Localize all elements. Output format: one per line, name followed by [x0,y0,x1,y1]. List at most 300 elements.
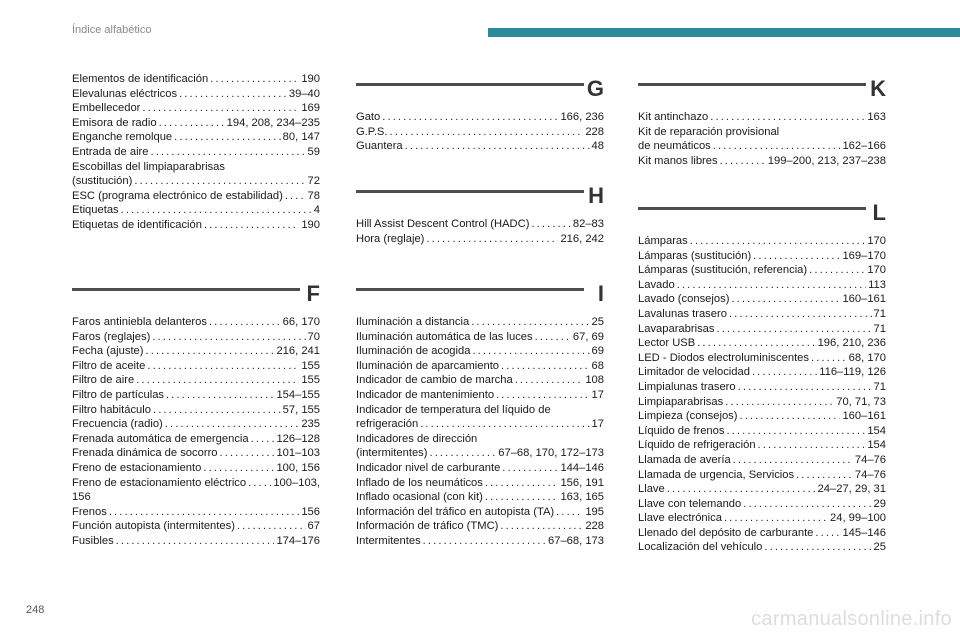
index-term: Llamada de avería [638,453,731,466]
dot-leader [752,365,817,380]
index-term: Indicador de mantenimiento [356,388,495,401]
index-entry [72,534,320,549]
dot-leader [210,72,299,87]
index-entry [638,482,886,497]
dot-leader [134,174,305,189]
index-pages: 24, 99–100 [830,512,886,525]
index-pages: 4 [313,204,320,217]
index-pages: 145–146 [842,526,886,539]
index-term: Iluminación de acogida [356,345,471,358]
index-pages: 108 [585,374,604,387]
index-term: Elementos de identificación [72,73,209,85]
index-entry [72,388,320,403]
index-pages: 80, 147 [282,131,320,144]
index-term: de neumáticos [638,140,711,153]
index-term: (intermitentes) [356,447,428,460]
section-letter: I [597,281,604,306]
index-entry [638,110,886,125]
index-entry [638,234,886,249]
index-pages: 154–155 [276,388,320,401]
dot-leader [426,232,558,247]
index-entry [638,424,886,439]
dot-leader [740,409,841,424]
dot-leader [738,380,872,395]
index-term: Función autopista (intermitentes) [72,520,235,533]
index-term: Indicador nivel de carburante [356,461,501,474]
dot-leader [420,417,589,432]
index-pages: 195 [585,505,604,518]
index-entry [72,189,320,204]
index-entry [72,130,320,145]
index-pages: 190 [301,218,320,231]
index-pages: 68, 170 [848,351,886,364]
index-entry [72,446,320,461]
index-term: Localización del vehículo [638,541,763,554]
dot-leader [209,315,281,330]
index-pages: 190 [301,73,320,85]
index-entry [356,417,604,432]
index-pages: 67, 69 [572,330,604,343]
index-pages: 59 [307,145,320,158]
index-entry [356,505,604,520]
index-pages: 82–83 [572,218,604,230]
index-term: Guantera [356,140,403,153]
dot-leader [729,307,872,322]
index-section-h [356,183,604,246]
dot-leader [121,203,312,218]
index-entry [638,263,886,278]
index-entry-line: Escobillas del limpiaparabrisas [72,160,225,173]
section-rule [356,288,584,291]
dot-leader [220,446,275,461]
index-entry [72,315,320,330]
index-term: Frecuencia (radio) [72,418,163,431]
dot-leader [471,315,589,330]
index-pages: 39–40 [288,87,320,100]
section-rule [72,288,300,291]
dot-leader [116,534,275,549]
section-letter: H [588,183,604,208]
dot-leader [731,292,840,307]
section-header [638,76,886,110]
index-pages: 194, 208, 234–235 [226,116,320,129]
index-entry [72,505,320,520]
dot-leader [501,359,590,374]
page-number: 248 [26,604,45,616]
index-term: Frenos [72,505,107,518]
index-entry [638,497,886,512]
index-pages: 163, 165 [560,491,604,504]
index-term: Llave electrónica [638,512,722,525]
index-pages: 170 [867,264,886,277]
index-pages: 154 [867,439,886,452]
index-term: Lavaparabrisas [638,322,715,335]
index-entry [72,373,320,388]
index-term: Gato [356,111,381,123]
index-pages: 170 [867,235,886,247]
index-term: Lámparas (sustitución) [638,249,752,262]
index-term: Llenado del depósito de carburante [638,526,814,539]
index-pages: 160–161 [842,293,886,306]
index-pages: 69 [591,345,604,358]
index-pages: 71 [873,380,886,393]
index-entry [72,330,320,345]
index-entry-line: 156 [72,491,91,504]
index-pages: 113 [868,278,886,291]
index-pages: 144–146 [560,461,604,474]
index-term: Filtro de aceite [72,359,146,372]
index-term: Iluminación de aparcamiento [356,359,500,372]
index-entry [638,322,886,337]
index-term: Iluminación a distancia [356,316,470,328]
index-term: Filtro de aire [72,374,135,387]
dot-leader [502,461,558,476]
index-pages: 25 [591,316,604,328]
index-pages: 174–176 [276,534,320,547]
index-term: Líquido de frenos [638,424,725,437]
dot-leader [496,388,589,403]
index-entry [638,453,886,468]
index-entry [638,139,886,154]
index-entry [638,409,886,424]
dot-leader [152,330,305,345]
index-term: Llamada de urgencia, Servicios [638,468,795,481]
index-entry [72,116,320,131]
index-pages: 228 [585,125,604,138]
dot-leader [485,490,559,505]
index-pages: 163 [867,111,886,123]
dot-leader [720,154,766,169]
index-entry [356,217,604,232]
index-entry [638,511,886,526]
index-term: Frenada automática de emergencia [72,432,249,445]
index-term: Fusibles [72,534,114,547]
index-pages: 101–103 [276,447,320,460]
dot-leader [556,505,583,520]
dot-leader [179,87,287,102]
index-entry [356,315,604,330]
index-entry [356,344,604,359]
dot-leader [136,373,299,388]
index-term: Filtro de partículas [72,388,165,401]
dot-leader [743,497,871,512]
index-pages: 100–103, [273,476,320,489]
index-pages: 17 [591,418,604,431]
section-header [356,76,604,110]
index-entry [72,344,320,359]
section-letter: K [870,76,886,101]
dot-leader [423,534,546,549]
index-term: Etiquetas de identificación [72,218,202,231]
index-section-f [72,281,320,549]
index-pages: 154 [867,424,886,437]
dot-leader [531,217,570,232]
index-term: Limpiaparabrisas [638,395,724,408]
dot-leader [753,249,840,264]
index-pages: 24–27, 29, 31 [817,483,886,496]
index-pages: 126–128 [276,432,320,445]
index-term: Información de tráfico (TMC) [356,520,499,533]
section-letter: F [306,281,320,306]
watermark: carmanualsonline.info [751,608,952,630]
index-entry [638,351,886,366]
index-entry-line: Kit de reparación provisional [638,125,780,138]
index-pages: 78 [307,189,320,202]
index-term: Embellecedor [72,102,141,115]
index-entry [638,468,886,483]
dot-leader [733,453,853,468]
index-entry-line: Indicadores de dirección [356,432,478,445]
index-term: Faros (reglajes) [72,330,151,343]
index-entry [72,203,320,218]
index-entry [72,174,320,189]
index-term: Lector USB [638,337,696,350]
index-pages: 72 [307,175,320,188]
dot-leader [151,145,306,160]
dot-leader [758,438,866,453]
index-entry [638,278,886,293]
index-entry [72,359,320,374]
index-pages: 29 [873,497,886,510]
header-accent-bar [488,28,960,37]
index-term: Filtro habitáculo [72,403,151,416]
dot-leader [726,424,865,439]
dot-leader [667,482,816,497]
index-term: Indicador de cambio de marcha [356,374,513,387]
index-term: Emisora de radio [72,116,157,129]
index-term: Freno de estacionamiento [72,461,202,474]
dot-leader [724,511,828,526]
index-term: refrigeración [356,418,419,431]
index-entry [356,359,604,374]
index-term: ESC (programa electrónico de estabilidad) [72,189,283,202]
index-pages: 156 [301,505,320,518]
dot-leader [142,101,299,116]
index-entry [356,446,604,461]
index-pages: 155 [301,374,320,387]
index-entry [356,476,604,491]
dot-leader [109,505,300,520]
dot-leader [796,468,853,483]
index-term: Lámparas (sustitución, referencia) [638,264,808,277]
index-pages: 169 [301,102,320,115]
index-pages: 216, 242 [560,232,604,245]
dot-leader [285,189,306,204]
index-entry [356,232,604,247]
index-entry [72,101,320,116]
dot-leader [382,110,558,125]
index-pages: 70 [307,330,320,343]
index-term: Limpieza (consejos) [638,410,738,423]
index-term: Fecha (ajuste) [72,345,144,358]
index-pages: 116–119, 126 [819,366,886,379]
index-pages: 67 [307,520,320,533]
index-pages: 25 [873,541,886,554]
index-pages: 156, 191 [560,476,604,489]
index-term: Inflado ocasional (con kit) [356,491,483,504]
index-entry [72,432,320,447]
index-entry [638,154,886,169]
dot-leader [535,330,571,345]
index-pages: 67–68, 170, 172–173 [498,447,604,460]
section-letter: L [872,200,886,225]
index-term: Faros antiniebla delanteros [72,316,207,328]
index-section-l [638,200,886,555]
dot-leader [677,278,866,293]
index-pages: 57, 155 [282,403,320,416]
dot-leader [165,417,300,432]
dot-leader [764,540,871,555]
index-pages: 155 [301,359,320,372]
index-term: Etiquetas [72,204,119,217]
index-entry [72,519,320,534]
index-entry [356,330,604,345]
section-rule [638,207,866,210]
dot-leader [146,344,275,359]
dot-leader [174,130,281,145]
index-pages: 199–200, 213, 237–238 [767,154,886,167]
dot-leader [153,403,281,418]
dot-leader [430,446,497,461]
index-pages: 74–76 [854,468,886,481]
index-term: Kit antinchazo [638,111,709,123]
index-entry [72,417,320,432]
dot-leader [251,432,275,447]
dot-leader [811,351,847,366]
dot-leader [405,139,590,154]
section-rule [638,83,866,86]
index-entry [72,87,320,102]
index-section-e [72,72,320,233]
dot-leader [159,116,225,131]
section-header [356,281,604,315]
index-pages: 48 [591,140,604,153]
dot-leader [390,125,584,140]
index-term: Freno de estacionamiento eléctrico [72,476,247,489]
index-pages: 67–68, 173 [548,534,604,547]
dot-leader [147,359,299,374]
index-term: (sustitución) [72,175,133,188]
dot-leader [166,388,274,403]
dot-leader [809,263,865,278]
section-header [356,183,604,217]
index-entry [638,292,886,307]
dot-leader [725,395,834,410]
section-rule [356,190,584,193]
index-pages: 74–76 [854,453,886,466]
index-pages: 228 [585,520,604,533]
index-term: Líquido de refrigeración [638,439,756,452]
index-entry [72,476,320,491]
dot-leader [203,461,274,476]
index-pages: 71 [873,307,886,320]
dot-leader [815,526,840,541]
index-pages: 216, 241 [276,345,320,358]
index-term: Iluminación automática de las luces [356,330,533,343]
index-entry [72,218,320,233]
running-header-title: Índice alfabético [72,24,152,36]
index-entry [356,461,604,476]
index-section-i [356,281,604,549]
index-term: Lavado (consejos) [638,293,730,306]
index-term: Información del tráfico en autopista (TA) [356,505,555,518]
index-term: Lavado [638,278,675,291]
index-entry [72,72,320,87]
index-term: Hill Assist Descent Control (HADC) [356,218,530,230]
index-term: Intermitentes [356,534,421,547]
index-entry [638,438,886,453]
index-entry [638,307,886,322]
index-entry [638,526,886,541]
index-pages: 17 [591,388,604,401]
index-term: Llave con telemando [638,497,742,510]
index-entry [638,336,886,351]
index-entry [72,403,320,418]
index-entry [638,380,886,395]
index-term: Frenada dinámica de socorro [72,447,218,460]
index-entry [638,540,886,555]
index-pages: 100, 156 [276,461,320,474]
index-term: Kit manos libres [638,154,718,167]
dot-leader [472,344,589,359]
index-term: Hora (reglaje) [356,232,425,245]
dot-leader [515,373,584,388]
index-entry [356,519,604,534]
dot-leader [237,519,306,534]
index-entry [356,139,604,154]
index-entry [356,388,604,403]
index-pages: 162–166 [842,140,886,153]
index-entry [356,534,604,549]
index-term: Enganche remolque [72,131,173,144]
index-term: Llave [638,483,665,496]
dot-leader [204,218,299,233]
index-entry [356,490,604,505]
index-entry [638,395,886,410]
dot-leader [697,336,815,351]
section-header [72,281,320,315]
index-term: Limitador de velocidad [638,366,750,379]
dot-leader [485,476,559,491]
index-pages: 71 [873,322,886,335]
index-term: Lámparas [638,235,688,247]
index-pages: 235 [301,418,320,431]
index-pages: 196, 210, 236 [817,337,886,350]
index-pages: 70, 71, 73 [836,395,886,408]
index-entry [356,373,604,388]
index-entry [356,125,604,140]
index-pages: 169–170 [842,249,886,262]
section-rule [356,83,584,86]
dot-leader [248,476,271,491]
dot-leader [713,139,841,154]
section-header [638,200,886,234]
index-pages: 166, 236 [560,111,604,123]
index-term: Lavalunas trasero [638,307,727,320]
index-term: LED - Diodos electroluminiscentes [638,351,809,364]
index-entry [356,110,604,125]
index-entry-line: Indicador de temperatura del líquido de [356,403,551,416]
index-section-g [356,76,604,154]
index-section-k [638,76,886,168]
index-entry [638,365,886,380]
index-entry [72,461,320,476]
section-letter: G [586,76,604,101]
index-term: Entrada de aire [72,145,149,158]
index-pages: 68 [591,359,604,372]
index-entry [638,249,886,264]
dot-leader [690,234,866,249]
